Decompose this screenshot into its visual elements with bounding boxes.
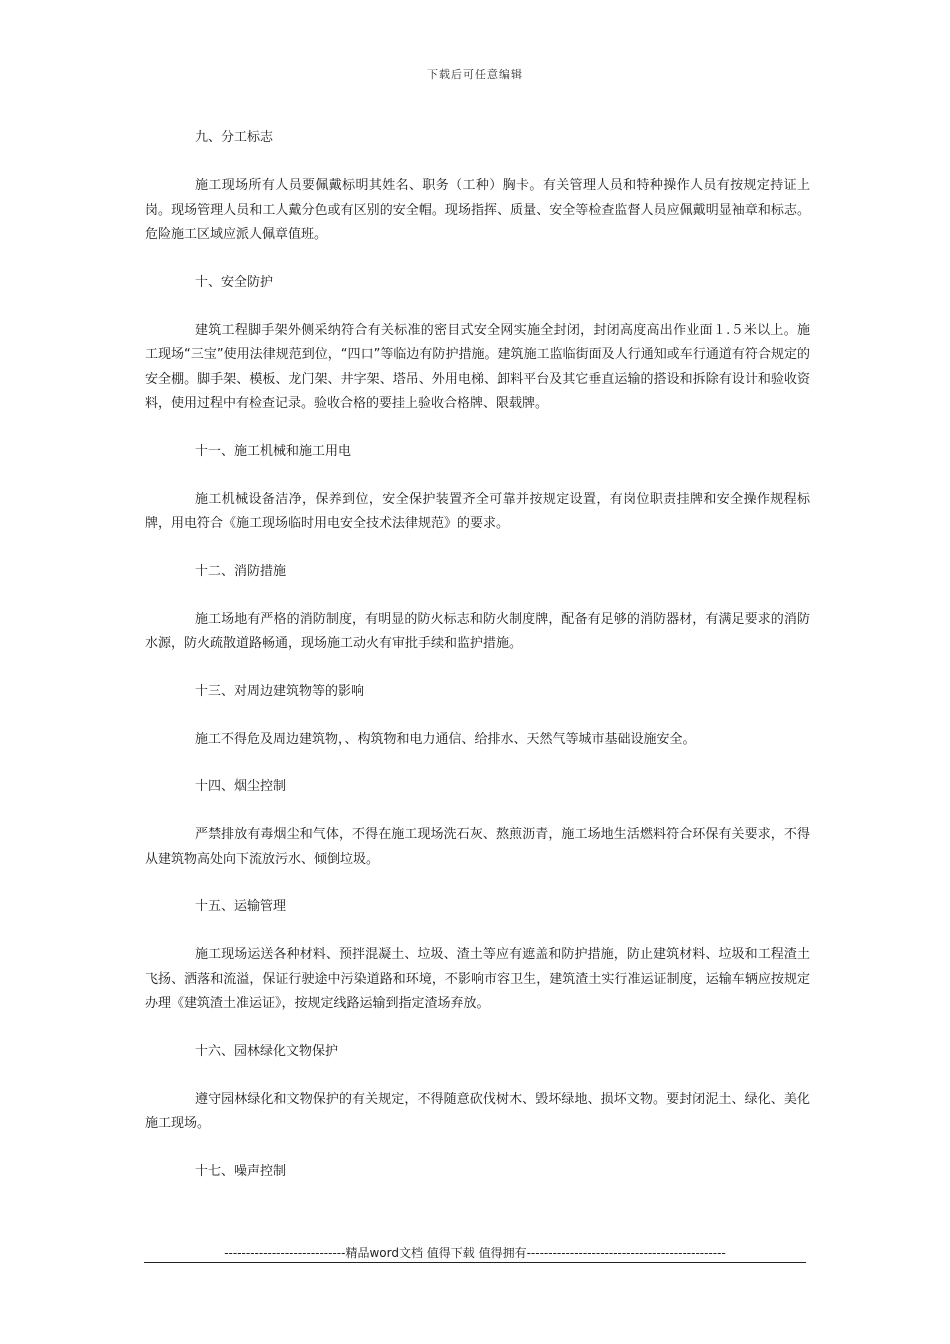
section — [145, 680, 810, 776]
document-body — [145, 126, 810, 1184]
section-title: 十六、园林绿化文物保护 — [195, 1043, 339, 1059]
section — [145, 126, 810, 271]
page-header: 下载后可任意编辑 — [427, 68, 523, 81]
section — [145, 440, 810, 560]
section-paragraph: 施工不得危及周边建筑物，、构筑物和电力通信、给排水、天然气等城市基础设施安全。 — [195, 731, 696, 747]
footer-divider — [144, 1262, 806, 1263]
section — [145, 271, 810, 440]
section-title: 十五、运输管理 — [195, 899, 287, 914]
section — [145, 1160, 810, 1184]
page-footer: ----------------------------精品word文档 值得下载 值得拥有---------------------------------------------- — [224, 1246, 726, 1260]
section-paragraph: 建筑工程脚手架外侧采纳符合有关标准的密目式安全网实施全封闭，封闭高度高出作业面１.５米以上。施工现场“三宝”使用法律规范到位，“四口”等临边有防护措施。建筑施工监临街面及人行通知或车行通道有符合规定的安全棚。脚手架、模板、龙门架、井字架、塔吊、外用电梯、卸料平台及其它垂直运输的搭设和拆除有设计和验收资料，使用过程中有检查记录。验收合格的要挂上验收合格牌、限载牌。 — [145, 322, 810, 411]
section — [145, 775, 810, 895]
section-paragraph: 施工机械设备洁净，保养到位，安全保护装置齐全可靠并按规定设置，有岗位职责挂牌和安全操作规程标牌，用电符合《施工现场临时用电安全技术法律规范》的要求。 — [145, 491, 810, 531]
section-paragraph: 施工现场运送各种材料、预拌混凝土、垃圾、渣土等应有遮盖和防护措施，防止建筑材料、垃圾和工程渣土飞扬、洒落和流溢，保证行驶途中污染道路和环境，不影响市容卫生，建筑渣土实行准运证制度，运输车辆应按规定办理《建筑渣土准运证》，按规定线路运输到指定渣场弃放。 — [145, 947, 810, 1011]
section-paragraph: 施工现场所有人员要佩戴标明其姓名、职务（工种）胸卡。有关管理人员和特种操作人员有按规定持证上岗。现场管理人员和工人戴分色或有区别的安全帽。现场指挥、质量、安全等检查监督人员应佩戴明显袖章和标志。危险施工区域应派人佩章值班。 — [145, 178, 810, 242]
section-paragraph: 严禁排放有毒烟尘和气体，不得在施工现场洗石灰、熬煎沥青，施工场地生活燃料符合环保有关要求，不得从建筑物高处向下流放污水、倾倒垃圾。 — [145, 827, 810, 867]
section-paragraph: 遵守园林绿化和文物保护的有关规定，不得随意砍伐树木、毁坏绿地、损坏文物。要封闭泥土、绿化、美化施工现场。 — [145, 1091, 810, 1131]
section-title: 十三、对周边建筑物等的影响 — [195, 683, 365, 699]
section — [145, 560, 810, 680]
section-title: 十一、施工机械和施工用电 — [195, 443, 352, 459]
section-title: 十四、烟尘控制 — [195, 779, 287, 794]
section — [145, 1040, 810, 1160]
section-title: 十二、消防措施 — [195, 563, 287, 579]
section-paragraph: 施工场地有严格的消防制度，有明显的防火标志和防火制度牌，配备有足够的消防器材，有满足要求的消防水源，防火疏散道路畅通，现场施工动火有审批手续和监护措施。 — [145, 611, 810, 651]
section — [145, 895, 810, 1040]
section-title: 十七、噪声控制 — [195, 1163, 287, 1179]
section-title: 九、分工标志 — [195, 130, 274, 145]
section-title: 十、安全防护 — [195, 274, 274, 290]
